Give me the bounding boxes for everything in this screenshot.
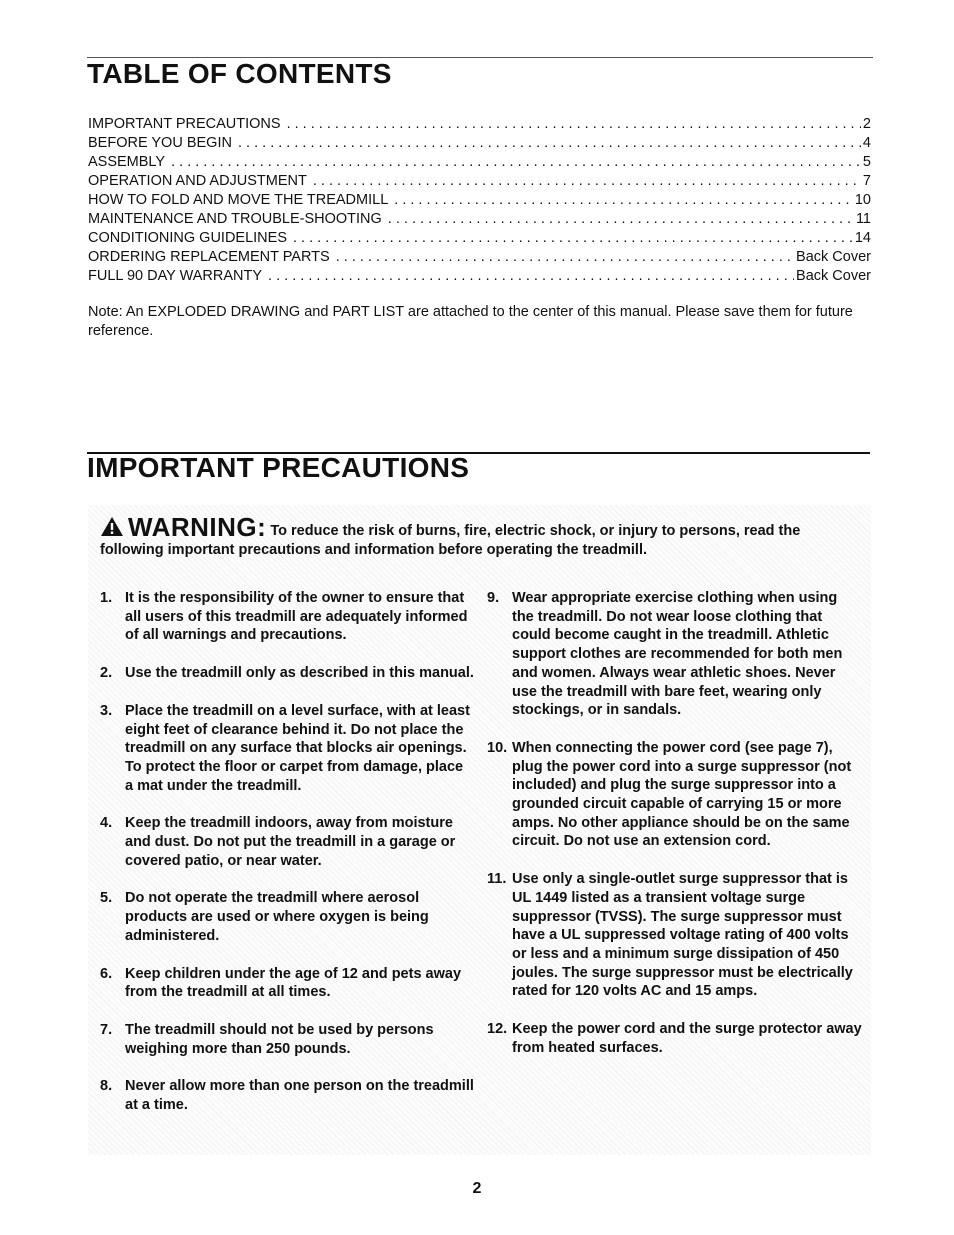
toc-entry bbox=[88, 267, 871, 286]
precaution-text: When connecting the power cord (see page 7), plug the power cord into a surge suppressor (not included) and plug the surge suppressor into a grounded circuit capable of carrying 15 or more amps. No other appliance should be on the same circuit. Do not use an extension cord. bbox=[512, 739, 852, 850]
toc-entry-label: OPERATION AND ADJUSTMENT bbox=[88, 173, 307, 189]
toc-leader-dots bbox=[238, 134, 861, 153]
toc-entry-label: BEFORE YOU BEGIN bbox=[88, 135, 232, 151]
precautions-right-column bbox=[487, 589, 862, 1076]
toc-entry bbox=[88, 210, 871, 229]
toc-list bbox=[88, 115, 871, 286]
precaution-number: 12. bbox=[487, 1021, 508, 1038]
precaution-text: Place the treadmill on a level surface, with at least eight feet of clearance behind it. Do not place the treadmill on any surface that blocks air openings. To protect the floor or carpet from damage, place a mat under the treadmill. bbox=[125, 702, 470, 794]
precaution-item bbox=[100, 965, 475, 1002]
precaution-number: 4. bbox=[100, 815, 113, 832]
precaution-number: 1. bbox=[100, 590, 113, 606]
precaution-text: Use only a single-outlet surge suppressor that is UL 1449 listed as a transient voltage surge suppressor (TVSS). The surge suppressor must have a UL suppressed voltage rating of 400 volts or less and a minimum surge dissipation of 450 joules. The surge suppressor must be electrically rated for 120 volts AC and 15 amps. bbox=[512, 871, 853, 1000]
precaution-number: 8. bbox=[100, 1078, 113, 1095]
precaution-item bbox=[487, 1020, 862, 1057]
toc-leader-dots bbox=[171, 153, 861, 172]
precaution-item bbox=[100, 814, 475, 870]
precaution-item bbox=[487, 589, 862, 720]
toc-entry bbox=[88, 248, 871, 267]
warning-header bbox=[100, 512, 860, 560]
toc-entry-label: HOW TO FOLD AND MOVE THE TREADMILL bbox=[88, 192, 389, 208]
toc-entry bbox=[88, 229, 871, 248]
toc-entry-page: Back Cover bbox=[796, 268, 871, 284]
precaution-text: Keep the treadmill indoors, away from moisture and dust. Do not put the treadmill in a garage or covered patio, or near water. bbox=[125, 815, 456, 869]
toc-leader-dots bbox=[287, 115, 861, 134]
precaution-item bbox=[100, 889, 475, 945]
toc-entry-page: 14 bbox=[854, 230, 871, 246]
warning-word: WARNING: bbox=[128, 512, 267, 542]
toc-entry bbox=[88, 172, 871, 191]
toc-entry-page: 2 bbox=[862, 116, 871, 132]
precaution-text: Keep the power cord and the surge protector away from heated surfaces. bbox=[512, 1021, 862, 1056]
precaution-item bbox=[487, 739, 862, 851]
toc-entry bbox=[88, 191, 871, 210]
toc-entry bbox=[88, 115, 871, 134]
toc-entry-page: 7 bbox=[862, 173, 871, 189]
precaution-number: 5. bbox=[100, 890, 113, 907]
precaution-item bbox=[100, 1077, 475, 1114]
toc-title: TABLE OF CONTENTS bbox=[87, 58, 392, 89]
precaution-text: Keep children under the age of 12 and pets away from the treadmill at all times. bbox=[125, 965, 462, 1001]
precaution-number: 2. bbox=[100, 665, 113, 682]
toc-note: Note: An EXPLODED DRAWING and PART LIST are attached to the center of this manual. Please save them for future reference. bbox=[88, 304, 853, 339]
page-number: 2 bbox=[472, 1180, 482, 1197]
precaution-item bbox=[100, 589, 475, 645]
precaution-text: It is the responsibility of the owner to ensure that all users of this treadmill are adequately informed of all warnings and precautions. bbox=[125, 590, 468, 644]
precautions-title: IMPORTANT PRECAUTIONS bbox=[87, 452, 470, 483]
precaution-item bbox=[100, 1021, 475, 1058]
precaution-item bbox=[100, 702, 475, 796]
toc-entry-page: 5 bbox=[862, 154, 871, 170]
toc-entry-label: ASSEMBLY bbox=[88, 154, 166, 170]
precaution-item bbox=[487, 870, 862, 1001]
toc-entry-page: Back Cover bbox=[796, 249, 871, 265]
precaution-number: 3. bbox=[100, 702, 113, 719]
precaution-text: Use the treadmill only as described in this manual. bbox=[125, 665, 474, 682]
toc-entry bbox=[88, 153, 871, 172]
warning-text: To reduce the risk of burns, fire, electric shock, or injury to persons, read the following important precautions and information before operating the treadmill. bbox=[100, 523, 801, 558]
toc-entry-page: 11 bbox=[855, 211, 871, 227]
precaution-item bbox=[100, 664, 475, 683]
toc-entry-label: FULL 90 DAY WARRANTY bbox=[88, 268, 263, 284]
toc-leader-dots bbox=[336, 248, 794, 267]
toc-entry-page: 10 bbox=[854, 192, 871, 208]
precautions-left-column bbox=[100, 589, 475, 1134]
precaution-number: 11. bbox=[487, 871, 507, 888]
toc-leader-dots bbox=[313, 172, 861, 191]
toc-leader-dots bbox=[388, 210, 854, 229]
toc-entry-label: IMPORTANT PRECAUTIONS bbox=[88, 116, 281, 132]
toc-entry-label: CONDITIONING GUIDELINES bbox=[88, 230, 287, 246]
precaution-number: 9. bbox=[487, 590, 500, 606]
toc-entry-label: MAINTENANCE AND TROUBLE-SHOOTING bbox=[88, 211, 382, 227]
toc-leader-dots bbox=[293, 229, 853, 248]
toc-leader-dots bbox=[394, 191, 853, 210]
precaution-number: 10. bbox=[487, 739, 508, 756]
toc-entry bbox=[88, 134, 871, 153]
toc-entry-label: ORDERING REPLACEMENT PARTS bbox=[88, 249, 330, 265]
precaution-number: 6. bbox=[100, 965, 113, 982]
warning-triangle-icon bbox=[100, 516, 124, 537]
toc-entry-page: 4 bbox=[862, 135, 871, 151]
precaution-text: Never allow more than one person on the treadmill at a time. bbox=[125, 1078, 474, 1114]
precaution-text: Do not operate the treadmill where aerosol products are used or where oxygen is being administered. bbox=[125, 890, 429, 944]
precaution-text: Wear appropriate exercise clothing when using the treadmill. Do not wear loose clothing that could become caught in the treadmill. Athletic support clothes are recommended for both men and women. Always wear athletic shoes. Never use the treadmill with bare feet, wearing only stockings, or in sandals. bbox=[512, 590, 843, 719]
precaution-number: 7. bbox=[100, 1021, 113, 1038]
precaution-text: The treadmill should not be used by persons weighing more than 250 pounds. bbox=[125, 1021, 434, 1057]
toc-leader-dots bbox=[268, 267, 794, 286]
